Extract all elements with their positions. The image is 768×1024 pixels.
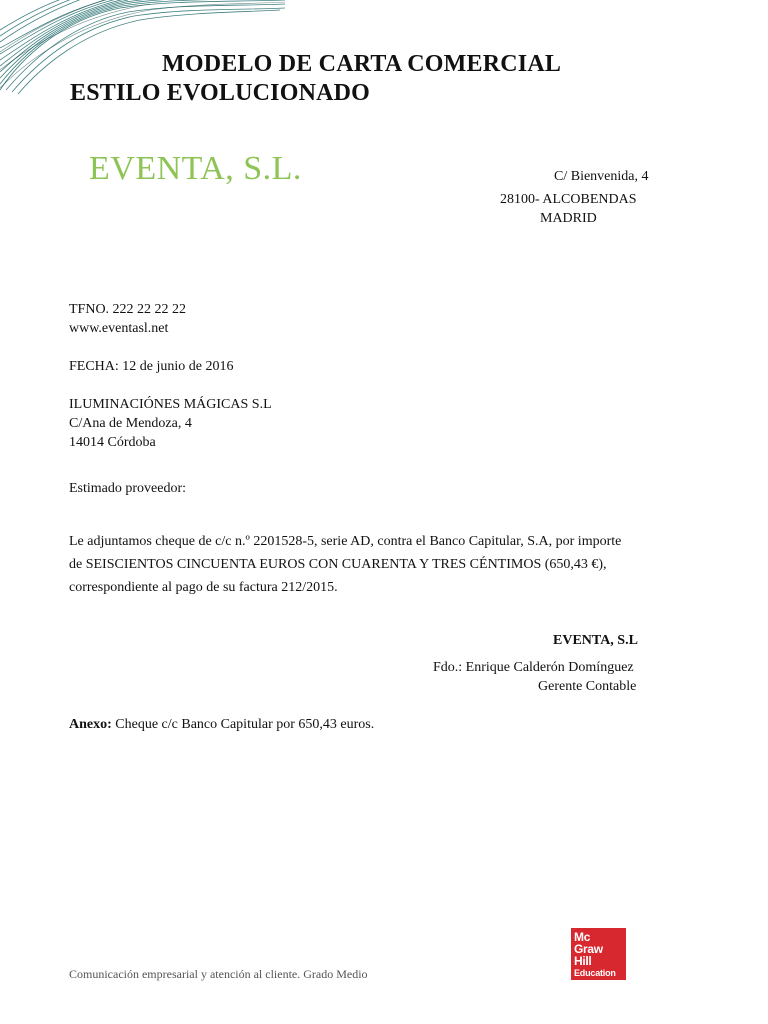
- signature-role: Gerente Contable: [538, 679, 637, 694]
- document-title-line2: ESTILO EVOLUCIONADO: [70, 80, 371, 106]
- letter-body-line2: de SEISCIENTOS CINCUENTA EUROS CON CUARENTA Y TRES CÉNTIMOS (650,43 €),: [69, 557, 607, 572]
- logo-line4: Education: [574, 968, 616, 978]
- company-address-city: 28100- ALCOBENDAS: [500, 192, 637, 207]
- logo-line1: Mc: [574, 930, 591, 944]
- company-name: EVENTA, S.L.: [89, 150, 302, 187]
- letter-greeting: Estimado proveedor:: [69, 481, 187, 496]
- recipient-address: C/Ana de Mendoza, 4: [69, 416, 192, 431]
- signature-company: EVENTA, S.L: [553, 633, 638, 648]
- recipient-name: ILUMINACIÓNES MÁGICAS S.L: [69, 397, 272, 412]
- company-address-province: MADRID: [540, 211, 597, 226]
- letter-body-line1: Le adjuntamos cheque de c/c n.º 2201528-5, serie AD, contra el Banco Capitular, S.A, por importe: [69, 534, 622, 549]
- logo-line2: Graw: [574, 942, 603, 956]
- page-footer: Comunicación empresarial y atención al cliente. Grado Medio: [69, 967, 368, 981]
- company-website: www.eventasl.net: [69, 321, 169, 336]
- recipient-city: 14014 Córdoba: [69, 435, 156, 450]
- annex-text: Cheque c/c Banco Capitular por 650,43 euros.: [111, 717, 375, 732]
- annex-label: Anexo:: [69, 717, 112, 732]
- signature-signer: Fdo.: Enrique Calderón Domínguez: [433, 660, 634, 675]
- logo-line3: Hill: [574, 954, 592, 968]
- letter-body-line3: correspondiente al pago de su factura 212/2015.: [69, 580, 338, 595]
- annex-note: [69, 715, 374, 734]
- company-phone: TFNO. 222 22 22 22: [69, 302, 187, 317]
- letter-date: FECHA: 12 de junio de 2016: [69, 359, 234, 374]
- document-title-line1: MODELO DE CARTA COMERCIAL: [162, 51, 562, 77]
- company-address-street: C/ Bienvenida, 4: [554, 169, 649, 184]
- publisher-logo: [571, 928, 626, 980]
